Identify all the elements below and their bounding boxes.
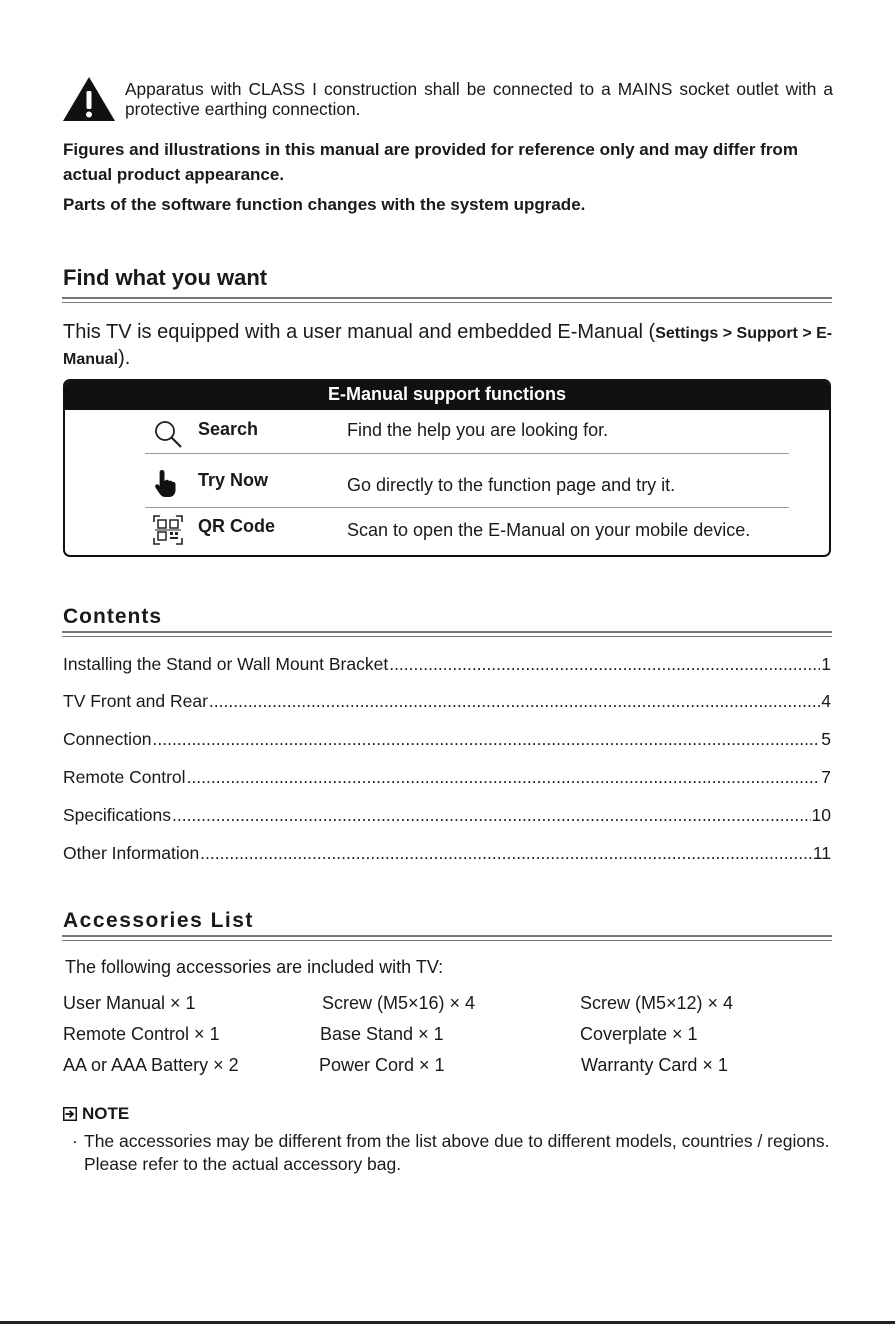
accessory-item: Screw (M5×12) × 4 (580, 993, 734, 1013)
emanual-path: Settings > Support > E-Manual (63, 325, 833, 368)
toc-page: 5 (821, 729, 831, 749)
pointing-hand-icon (153, 468, 183, 498)
toc-label: Remote Control (63, 767, 186, 787)
toc-leader (153, 729, 821, 750)
accessories-title: Accessories List (63, 909, 254, 932)
toc-leader (389, 654, 820, 675)
toc-label: Specifications (63, 805, 171, 825)
note-arrow-icon (63, 1107, 77, 1121)
toc-entry[interactable] (63, 767, 831, 788)
accessory-item: Remote Control × 1 (63, 1024, 220, 1044)
function-desc-try-now: Go directly to the function page and try it. (347, 475, 676, 495)
toc-entry[interactable] (63, 805, 831, 826)
toc-entry[interactable] (63, 654, 831, 675)
emanual-functions-box (63, 379, 831, 557)
toc-label: Connection (63, 729, 152, 749)
toc-leader (187, 767, 821, 788)
row-divider (145, 453, 789, 454)
toc-leader (172, 805, 811, 826)
function-name-qr-code: QR Code (198, 516, 276, 536)
warning-text: Apparatus with CLASS I construction shall be connected to a MAINS socket outlet with a protective earthing connection. (125, 79, 833, 119)
emanual-intro (63, 320, 833, 372)
emanual-box-title: E-Manual support functions (65, 381, 829, 410)
accessory-item: Base Stand × 1 (320, 1024, 444, 1044)
bullet-marker: · (72, 1131, 78, 1151)
toc-label: Other Information (63, 843, 200, 863)
accessory-item: Power Cord × 1 (319, 1055, 445, 1075)
note-text: The accessories may be different from the list above due to different models, countries / regions. Please refer to the actual accessory bag. (84, 1131, 830, 1174)
search-icon (153, 419, 183, 449)
intro-paren-open: ( (648, 321, 656, 343)
function-name-search: Search (198, 419, 259, 439)
accessory-item: Screw (M5×16) × 4 (322, 993, 476, 1013)
toc-entry[interactable] (63, 729, 831, 750)
qr-code-icon (153, 515, 183, 545)
toc-label: TV Front and Rear (63, 691, 208, 711)
toc-page: 7 (821, 767, 831, 787)
find-section-title: Find what you want (63, 265, 268, 290)
toc-leader (209, 691, 820, 712)
note-heading (63, 1104, 129, 1124)
software-notice: Parts of the software function changes with the system upgrade. (63, 195, 586, 214)
accessory-item: User Manual × 1 (63, 993, 196, 1013)
toc-entry[interactable] (63, 843, 831, 864)
contents-title: Contents (63, 605, 162, 628)
note-body (72, 1130, 837, 1176)
toc-page: 11 (812, 843, 831, 863)
reference-notice: Figures and illustrations in this manual are provided for reference only and may differ from actual product appearance. (63, 140, 798, 184)
row-divider (145, 507, 789, 508)
toc-leader (200, 843, 812, 864)
toc-page: 4 (821, 691, 831, 711)
toc-entry[interactable] (63, 691, 831, 712)
intro-paren-close: ). (118, 347, 131, 369)
toc-page: 10 (811, 805, 831, 825)
function-desc-qr-code: Scan to open the E-Manual on your mobile device. (347, 520, 751, 540)
function-name-try-now: Try Now (198, 470, 269, 490)
toc-label: Installing the Stand or Wall Mount Bracket (63, 654, 389, 674)
note-title: NOTE (82, 1104, 130, 1123)
section-divider (62, 631, 832, 637)
toc-page: 1 (821, 654, 831, 674)
function-desc-search: Find the help you are looking for. (347, 420, 609, 440)
accessory-item: AA or AAA Battery × 2 (63, 1055, 239, 1075)
warning-triangle-icon (62, 76, 116, 122)
accessory-item: Warranty Card × 1 (581, 1055, 728, 1075)
section-divider (62, 935, 832, 941)
section-divider (62, 297, 832, 303)
accessory-item: Coverplate × 1 (580, 1024, 698, 1044)
accessories-intro: The following accessories are included with TV: (65, 957, 444, 977)
intro-text: This TV is equipped with a user manual and embedded E-Manual (63, 321, 649, 343)
